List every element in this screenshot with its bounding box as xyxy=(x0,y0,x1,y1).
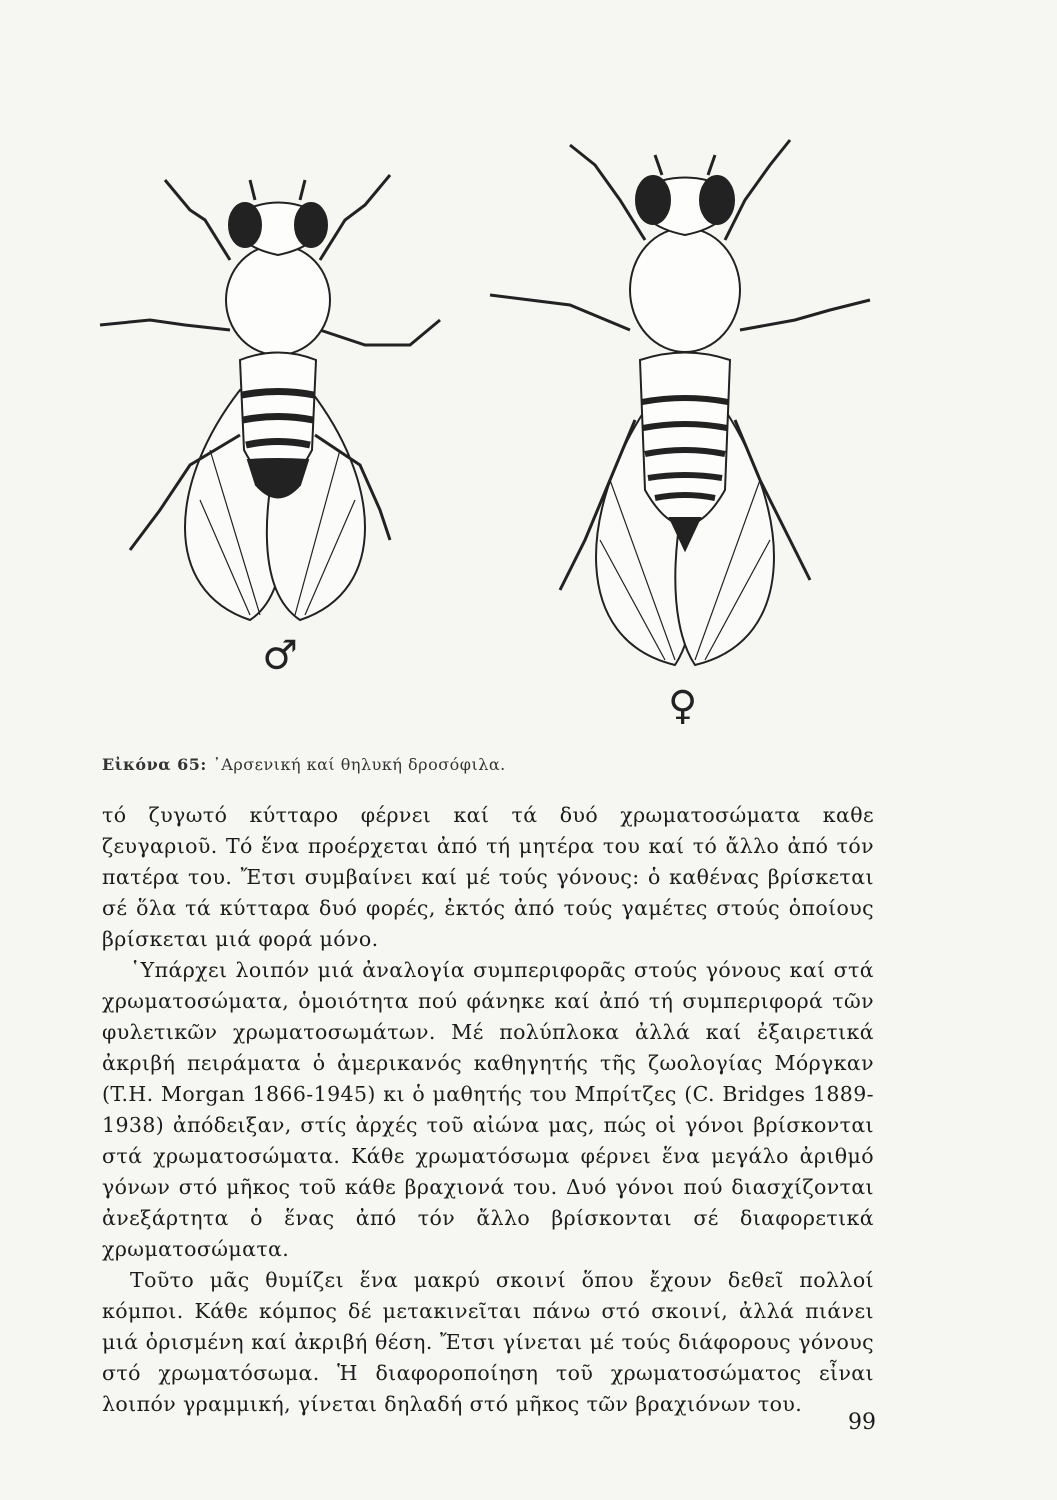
paragraph: Τοῦτο μᾶς θυμίζει ἕνα μακρύ σκοινί ὅπου ἔχουν δεθεῖ πολλοί κόμποι. Κάθε κόμπος δέ μετακινεῖται πάνω στό σκοινί, ἀλλά πιάνει μιά ὁρισμένη καί ἀκριβή θέση. Ἔτσι γίνεται μέ τούς διάφορους γόνους στό χρωματόσωμα. Ἡ διαφοροποίηση τοῦ χρωματοσώματος εἶναι λοιπόν γραμμική, γίνεται δηλαδή στό μῆκος τῶν βραχιόνων του. xyxy=(102,1268,874,1416)
figure-caption xyxy=(102,755,506,774)
caption-label: Εἰκόνα 65: xyxy=(102,755,207,774)
male-symbol: ♂ xyxy=(262,633,298,679)
female-symbol: ♀ xyxy=(668,683,698,729)
male-fly xyxy=(100,175,440,620)
female-fly xyxy=(490,140,870,665)
paragraph: ῾Υπάρχει λοιπόν μιά ἀναλογία συμπεριφορᾶς στούς γόνους καί στά χρωματοσώματα, ὁμοιότητα πού φάνηκε καί ἀπό τή συμπεριφορά τῶν φυλετικῶν χρωματοσωμάτων. Μέ πολύπλοκα ἀλλά καί ἐξαιρετικά ἀκριβή πειράματα ὁ ἀμερικανός καθηγητής τῆς ζωολογίας Μόργκαν (T.H. Morgan 1866-1945) κι ὁ μαθητής του Μπρίτζες (C. Bridges 1889-1938) ἀπόδειξαν, στίς ἀρχές τοῦ αἰώνα μας, πώς οἱ γόνοι βρίσκονται στά χρωματοσώματα. Κάθε χρωματόσωμα φέρνει ἕνα μεγάλο ἀριθμό γόνων στό μῆκος τοῦ κάθε βραχιονά του. Δυό γόνοι πού διασχίζονται ἀνεξάρτητα ὁ ἕνας ἀπό τόν ἄλλο βρίσκονται σέ διαφορετικά χρωματοσώματα. xyxy=(102,958,874,1261)
paragraph: τό ζυγωτό κύτταρο φέρνει καί τά δυό χρωματοσώματα καθε ζευγαριοῦ. Τό ἕνα προέρχεται ἀπό τή μητέρα του καί τό ἄλλο ἀπό τόν πατέρα του. Ἔτσι συμβαίνει καί μέ τούς γόνους: ὁ καθένας βρίσκεται σέ ὅλα τά κύτταρα δυό φορές, ἐκτός ἀπό τούς γαμέτες στούς ὁποίους βρίσκεται μιά φορά μόνο. xyxy=(102,803,874,951)
body-text xyxy=(102,800,874,1420)
drosophila-figure xyxy=(90,120,910,740)
caption-text: ᾿Αρσενική καί θηλυκή δροσόφιλα. xyxy=(212,755,506,774)
page-number: 99 xyxy=(848,1410,876,1435)
fly-illustration xyxy=(90,120,910,740)
